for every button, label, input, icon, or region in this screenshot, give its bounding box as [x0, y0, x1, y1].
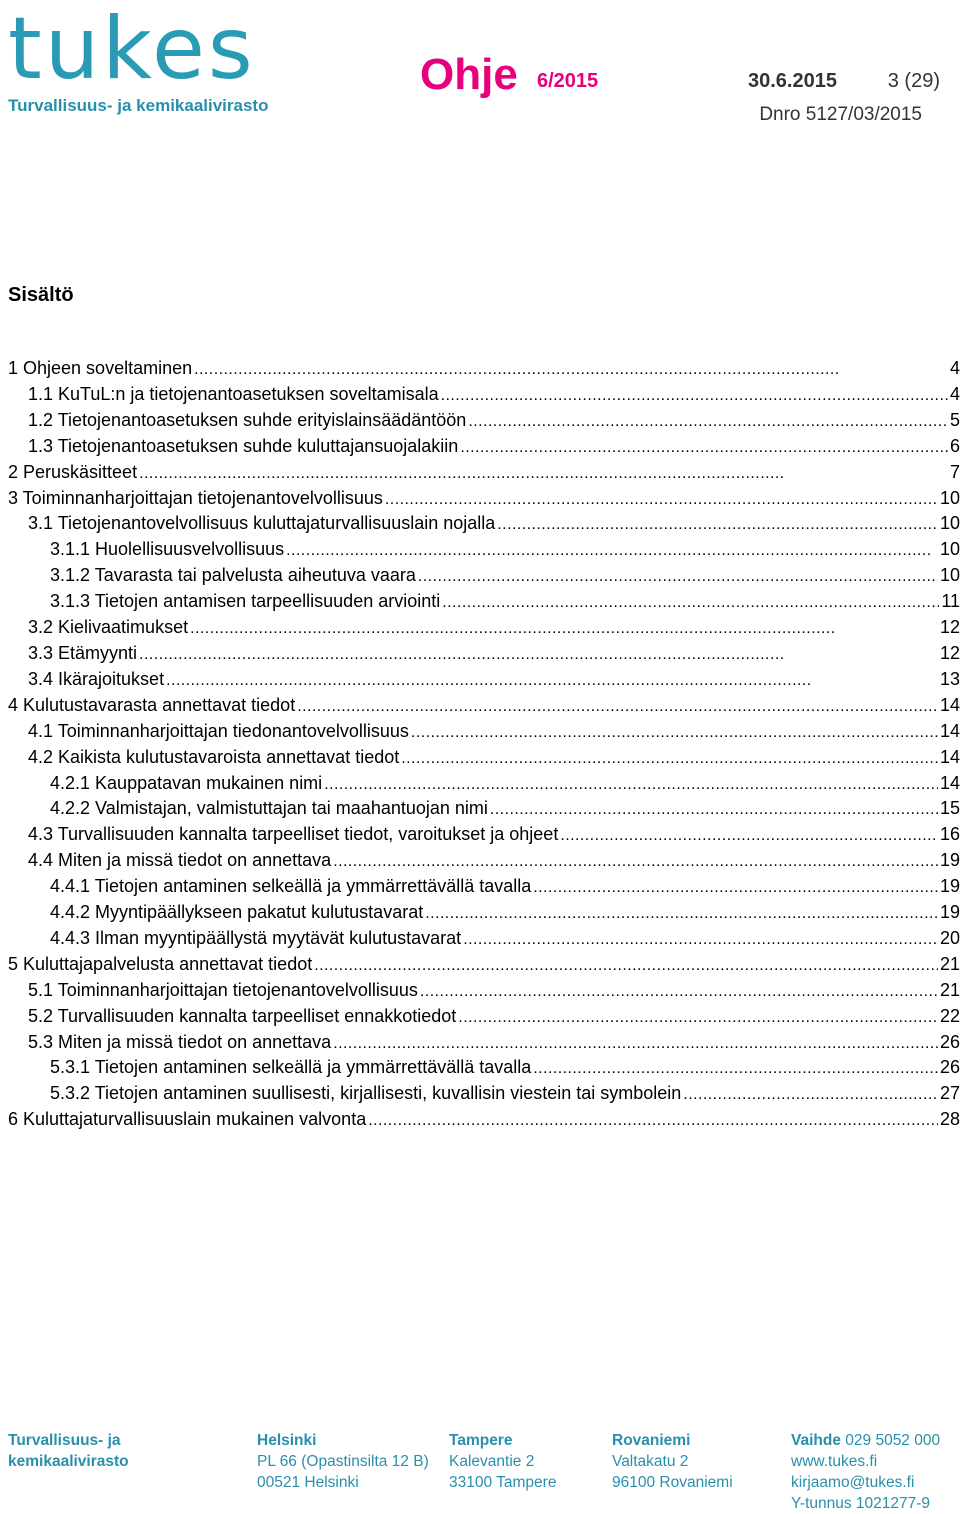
toc-dot-leader: [139, 646, 938, 664]
toc-entry-page: 11: [941, 591, 960, 612]
toc-entry[interactable]: [8, 902, 960, 928]
page-indicator: 3 (29): [887, 70, 940, 92]
toc-entry[interactable]: [8, 1032, 960, 1058]
switchboard-label: Vaihde: [791, 1432, 841, 1449]
toc-entry-page: 22: [939, 1005, 960, 1026]
toc-dot-leader: [333, 1035, 938, 1053]
footer-rovaniemi-address: Valtakatu 2: [612, 1453, 689, 1470]
toc-dot-leader: [166, 672, 938, 690]
footer: [0, 1430, 960, 1514]
toc-entry-page: 19: [939, 876, 960, 897]
toc-entry-title: 3.1 Tietojenantovelvollisuus kuluttajaturvallisuuslain nojalla: [28, 513, 496, 534]
toc-entry-page: 15: [939, 798, 960, 819]
toc-entry[interactable]: [8, 876, 960, 902]
tukes-logo: [8, 0, 269, 116]
toc-dot-leader: [411, 724, 938, 742]
toc-entry[interactable]: [8, 462, 960, 488]
toc-entry-page: 26: [939, 1057, 960, 1078]
toc-entry-page: 14: [939, 772, 960, 793]
toc-entry[interactable]: [8, 980, 960, 1006]
logo-subtitle: Turvallisuus- ja kemikaalivirasto: [8, 96, 269, 115]
toc-entry-title: 4.2.1 Kauppatavan mukainen nimi: [50, 772, 323, 793]
toc-entry[interactable]: [8, 1109, 960, 1135]
toc-entry-title: 4.4.1 Tietojen antaminen selkeällä ja ymmärrettävällä tavalla: [50, 876, 532, 897]
footer-agency: [8, 1430, 129, 1472]
toc-entry-title: 4.4.2 Myyntipäällykseen pakatut kulutustavarat: [50, 902, 424, 923]
toc-entry[interactable]: [8, 1083, 960, 1109]
footer-rovaniemi-postcode: 96100 Rovaniemi: [612, 1474, 733, 1491]
doc-date: 30.6.2015: [748, 70, 837, 92]
toc-entry-page: 10: [939, 513, 960, 534]
toc-entry-title: 5.3.1 Tietojen antaminen selkeällä ja ymmärrettävällä tavalla: [50, 1057, 532, 1078]
toc-entry[interactable]: [8, 643, 960, 669]
toc-entry-page: 21: [939, 979, 960, 1000]
toc-entry-title: 4 Kulutustavarasta annettavat tiedot: [8, 694, 296, 715]
toc-entry-page: 20: [939, 927, 960, 948]
footer-web-link[interactable]: www.tukes.fi: [791, 1453, 878, 1470]
document-header: [420, 50, 940, 98]
toc-dot-leader: [194, 361, 948, 379]
toc-entry-title: 1.1 KuTuL:n ja tietojenantoasetuksen soveltamisala: [28, 383, 439, 404]
toc-entry-page: 10: [939, 565, 960, 586]
toc-entry-page: 14: [939, 746, 960, 767]
footer-helsinki-address: PL 66 (Opastinsilta 12 B): [257, 1453, 429, 1470]
toc-entry[interactable]: [8, 513, 960, 539]
toc-title: Sisältö: [8, 284, 74, 306]
toc-entry[interactable]: [8, 721, 960, 747]
toc-dot-leader: [533, 1060, 938, 1078]
toc-entry-title: 5.3 Miten ja missä tiedot on annettava: [28, 1031, 332, 1052]
toc-entry-title: 3.3 Etämyynti: [28, 642, 138, 663]
toc-entry-title: 3.2 Kielivaatimukset: [28, 617, 189, 638]
toc-dot-leader: [683, 1086, 938, 1104]
toc-dot-leader: [441, 387, 948, 405]
toc-entry-title: 3.4 Ikärajoitukset: [28, 668, 165, 689]
toc-entry-title: 4.2.2 Valmistajan, valmistuttajan tai maahantuojan nimi: [50, 798, 488, 819]
footer-tampere: [449, 1430, 556, 1493]
toc-entry[interactable]: [8, 1057, 960, 1083]
toc-entry-title: 3.1.1 Huolellisuusvelvollisuus: [50, 539, 285, 560]
toc-entry[interactable]: [8, 747, 960, 773]
toc-entry[interactable]: [8, 565, 960, 591]
toc-entry[interactable]: [8, 695, 960, 721]
toc-entry-title: 3.1.3 Tietojen antamisen tarpeellisuuden arviointi: [50, 591, 441, 612]
toc-entry-page: 5: [949, 409, 960, 430]
toc-entry-title: 2 Peruskäsitteet: [8, 461, 138, 482]
toc-dot-leader: [368, 1112, 938, 1130]
toc-entry[interactable]: [8, 798, 960, 824]
toc-entry-page: 19: [939, 902, 960, 923]
footer-tampere-address: Kalevantie 2: [449, 1453, 535, 1470]
toc-entry[interactable]: [8, 1006, 960, 1032]
toc-dot-leader: [333, 853, 938, 871]
doc-number: 6/2015: [537, 70, 599, 92]
toc-entry[interactable]: [8, 488, 960, 514]
toc-dot-leader: [425, 905, 938, 923]
toc-dot-leader: [560, 827, 938, 845]
toc-entry[interactable]: [8, 773, 960, 799]
toc-entry-page: 4: [949, 358, 960, 378]
footer-agency-line2: kemikaalivirasto: [8, 1453, 129, 1470]
toc-dot-leader: [420, 983, 938, 1001]
toc-entry-page: 19: [939, 850, 960, 871]
toc-entry-page: 4: [949, 383, 960, 404]
toc-entry-title: 5.3.2 Tietojen antaminen suullisesti, kirjallisesti, kuvallisin viestein tai symbolein: [50, 1083, 682, 1104]
toc-entry-page: 6: [949, 435, 960, 456]
toc-entry-title: 4.4.3 Ilman myyntipäällystä myytävät kulutustavarat: [50, 927, 462, 948]
toc-dot-leader: [190, 620, 938, 638]
toc-dot-leader: [468, 413, 948, 431]
toc-entry[interactable]: [8, 358, 960, 384]
toc-entry[interactable]: [8, 384, 960, 410]
footer-rovaniemi: [612, 1430, 733, 1493]
toc-entry-page: 13: [939, 668, 960, 689]
toc-dot-leader: [460, 439, 948, 457]
toc-dot-leader: [533, 879, 938, 897]
logo-wordmark: tukes: [8, 0, 256, 99]
toc-entry-page: 10: [939, 487, 960, 508]
toc-entry[interactable]: [8, 617, 960, 643]
toc-entry-title: 5 Kuluttajapalvelusta annettavat tiedot: [8, 953, 313, 974]
toc-dot-leader: [385, 491, 938, 509]
toc-entry-title: 1 Ohjeen soveltaminen: [8, 358, 193, 378]
switchboard-number: 029 5052 000: [845, 1432, 941, 1449]
toc-entry-title: 4.2 Kaikista kulutustavaroista annettavat tiedot: [28, 746, 400, 767]
footer-agency-line1: Turvallisuus- ja: [8, 1432, 121, 1449]
toc-entry-title: 3.1.2 Tavarasta tai palvelusta aiheutuva vaara: [50, 565, 416, 586]
toc-entry[interactable]: [8, 436, 960, 462]
toc-dot-leader: [463, 931, 938, 949]
toc-entry-title: 5.2 Turvallisuuden kannalta tarpeelliset ennakkotiedot: [28, 1005, 457, 1026]
toc-dot-leader: [324, 776, 938, 794]
toc-dot-leader: [458, 1009, 938, 1027]
footer-helsinki: [257, 1430, 429, 1493]
toc-entry-page: 28: [939, 1109, 960, 1130]
toc-dot-leader: [314, 957, 938, 975]
toc-entry-page: 26: [939, 1031, 960, 1052]
toc-entry[interactable]: [8, 591, 960, 617]
toc-entry-page: 14: [939, 694, 960, 715]
footer-helsinki-postcode: 00521 Helsinki: [257, 1474, 359, 1491]
footer-business-id: Y-tunnus 1021277-9: [791, 1495, 931, 1512]
toc-dot-leader: [286, 542, 938, 560]
toc-dot-leader: [139, 465, 948, 483]
toc-entry-page: 7: [949, 461, 960, 482]
toc-entry-page: 27: [939, 1083, 960, 1104]
footer-rovaniemi-title: Rovaniemi: [612, 1432, 691, 1449]
footer-helsinki-title: Helsinki: [257, 1432, 317, 1449]
toc-entry-page: 14: [939, 720, 960, 741]
table-of-contents: [8, 358, 960, 1135]
toc-dot-leader: [418, 568, 938, 586]
toc-entry[interactable]: [8, 850, 960, 876]
footer-switchboard: [791, 1430, 940, 1451]
toc-entry[interactable]: [8, 410, 960, 436]
toc-entry-page: 16: [939, 824, 960, 845]
footer-tampere-postcode: 33100 Tampere: [449, 1474, 557, 1491]
toc-entry-page: 21: [939, 953, 960, 974]
toc-entry-title: 3 Toiminnanharjoittajan tietojenantovelvollisuus: [8, 487, 383, 508]
footer-contact: [791, 1430, 940, 1514]
toc-dot-leader: [490, 801, 938, 819]
toc-entry-title: 1.2 Tietojenantoasetuksen suhde erityislainsäädäntöön: [28, 409, 467, 430]
footer-email-link[interactable]: kirjaamo@tukes.fi: [791, 1474, 915, 1491]
toc-entry-title: 4.1 Toiminnanharjoittajan tiedonantovelvollisuus: [28, 720, 409, 741]
toc-dot-leader: [297, 698, 938, 716]
toc-entry-title: 1.3 Tietojenantoasetuksen suhde kuluttajansuojalakiin: [28, 435, 459, 456]
toc-entry-title: 4.3 Turvallisuuden kannalta tarpeelliset tiedot, varoitukset ja ohjeet: [28, 824, 559, 845]
toc-entry-page: 10: [939, 539, 960, 560]
reference-number: Dnro 5127/03/2015: [759, 104, 922, 125]
toc-entry[interactable]: [8, 539, 960, 565]
toc-entry-title: 5.1 Toiminnanharjoittajan tietojenantovelvollisuus: [28, 979, 418, 1000]
toc-entry-title: 6 Kuluttajaturvallisuuslain mukainen valvonta: [8, 1109, 367, 1130]
toc-dot-leader: [442, 594, 939, 612]
toc-entry-page: 12: [939, 617, 960, 638]
toc-entry[interactable]: [8, 824, 960, 850]
toc-entry[interactable]: [8, 954, 960, 980]
toc-dot-leader: [497, 516, 938, 534]
toc-entry-title: 4.4 Miten ja missä tiedot on annettava: [28, 850, 332, 871]
doc-type: Ohje: [420, 50, 518, 99]
footer-tampere-title: Tampere: [449, 1432, 513, 1449]
toc-dot-leader: [401, 750, 938, 768]
toc-entry[interactable]: [8, 669, 960, 695]
toc-entry[interactable]: [8, 928, 960, 954]
toc-entry-page: 12: [939, 642, 960, 663]
